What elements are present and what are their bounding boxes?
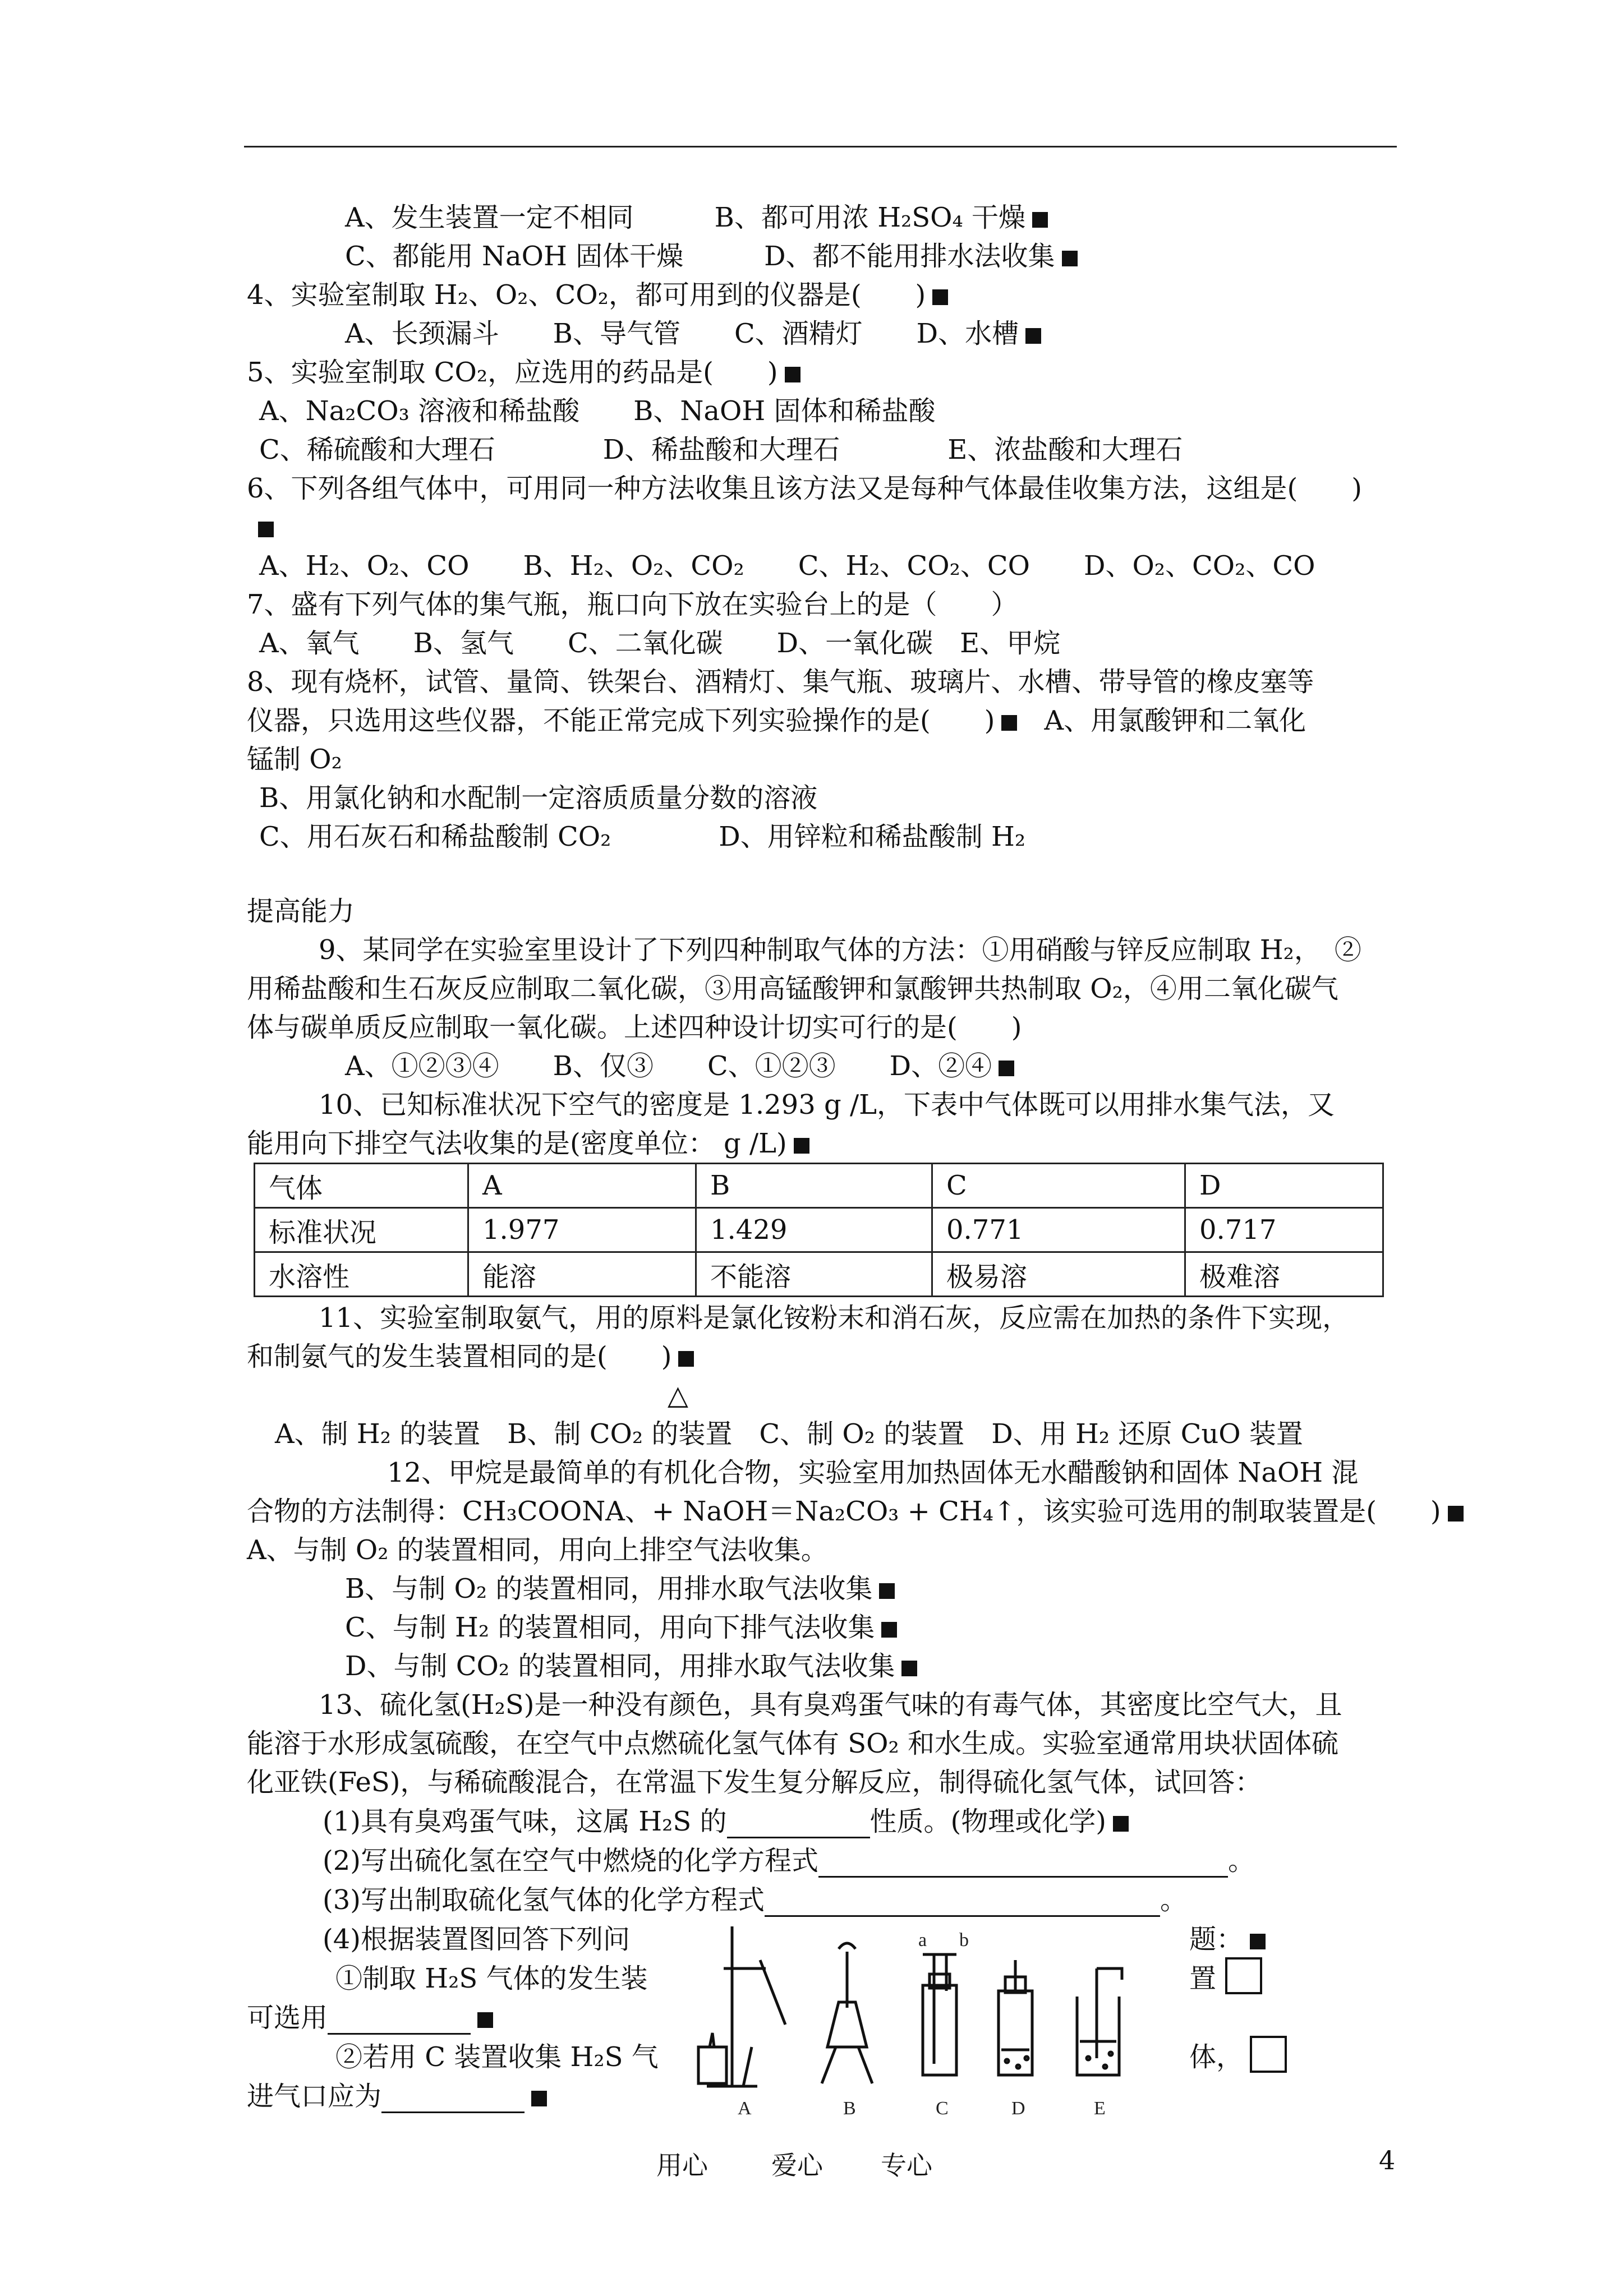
answer-blank[interactable] [727, 1811, 870, 1838]
footer-text-1: 用心 [656, 2150, 708, 2180]
table-row [255, 1164, 1383, 1208]
q10-stem-1: 10、已知标准状况下空气的密度是 1.293 g /L，下表中气体既可以用排水集气法，又 [319, 1089, 1335, 1121]
q13-stem-1: 13、硫化氢(H₂S)是一种没有颜色，具有臭鸡蛋气味的有毒气体，其密度比空气大，且 [319, 1689, 1342, 1721]
table-cell: 气体 [255, 1164, 468, 1208]
apparatus-a-icon [698, 1926, 785, 2086]
figure-label-d: D [1011, 2098, 1025, 2119]
answer-blank[interactable] [381, 2086, 525, 2113]
q12-stem-2: 合物的方法制得：CH₃COONA、+ NaOH＝Na₂CO₃ + CH₄↑，该实验可选用的制取装置是( ) [247, 1495, 1464, 1528]
q5-stem: 5、实验室制取 CO₂，应选用的药品是( ) [247, 356, 801, 389]
q13-sub2-answer: 进气口应为 [247, 2080, 547, 2113]
figure-label-a: A [738, 2098, 752, 2119]
marker-square-icon [1001, 715, 1017, 731]
figure-label-c: C [936, 2098, 949, 2119]
apparatus-figure [687, 1907, 1181, 2120]
marker-square-icon [999, 1061, 1014, 1076]
section-heading: 提高能力 [247, 896, 355, 927]
header-rule [244, 146, 1397, 147]
table-cell: 0.771 [932, 1208, 1185, 1252]
q7-options: A、氧气 B、氢气 C、二氧化碳 D、一氧化碳 E、甲烷 [259, 628, 1061, 659]
marker-square-icon [1032, 212, 1048, 228]
marker-square-icon [258, 522, 274, 537]
marker-square-icon [1113, 1816, 1129, 1832]
table-cell: 1.429 [696, 1208, 932, 1252]
marker-square-icon [785, 367, 801, 382]
marker-square-icon [678, 1351, 694, 1367]
table-cell: 0.717 [1185, 1208, 1383, 1252]
figure-port-a: a [918, 1930, 927, 1951]
answer-box[interactable] [1225, 1957, 1262, 1994]
q3-options-cd: C、都能用 NaOH 固体干燥 D、都不能用排水法收集 [345, 239, 1078, 273]
q11-stem-2: 和制氨气的发生装置相同的是( ) [247, 1340, 694, 1373]
table-cell: 能溶 [468, 1252, 696, 1297]
q13-part-3: (3)写出制取硫化氢气体的化学方程式 。 [323, 1884, 1188, 1916]
q12-stem-1: 12、甲烷是最简单的有机化合物，实验室用加热固体无水醋酸钠和固体 NaOH 混 [387, 1457, 1359, 1488]
q6-stem: 6、下列各组气体中，可用同一种方法收集且该方法又是每种气体最佳收集方法，这组是( ) [247, 473, 1362, 504]
marker-square-icon [901, 1661, 917, 1676]
marker-square-icon [1062, 251, 1078, 266]
q12-option-d: D、与制 CO₂ 的装置相同，用排水取气法收集 [345, 1649, 917, 1683]
answer-blank[interactable] [328, 2007, 471, 2035]
q11-options: A、制 H₂ 的装置 B、制 CO₂ 的装置 C、制 O₂ 的装置 D、用 H₂ 还原 CuO 装置 [275, 1418, 1303, 1450]
table-cell: C [932, 1164, 1185, 1208]
q5-options-ab: A、Na₂CO₃ 溶液和稀盐酸 B、NaOH 固体和稀盐酸 [259, 395, 936, 427]
figure-label-b: B [843, 2098, 856, 2119]
figure-port-b: b [959, 1930, 969, 1951]
table-row [255, 1208, 1383, 1252]
q11-stem-1: 11、实验室制取氨气，用的原料是氯化铵粉末和消石灰，反应需在加热的条件下实现， [319, 1302, 1350, 1334]
q13-part-4: (4)根据装置图回答下列问 [323, 1924, 630, 1955]
q4-stem: 4、实验室制取 H₂、O₂、CO₂，都可用到的仪器是( ) [247, 278, 948, 312]
q9-stem-2: 用稀盐酸和生石灰反应制取二氧化碳，③用高锰酸钾和氯酸钾共热制取 O₂，④用二氧化碳气 [247, 973, 1338, 1004]
footer-text-3: 专心 [881, 2150, 932, 2180]
q8-stem-3: 锰制 O₂ [247, 744, 342, 775]
marker-square-icon [1448, 1506, 1464, 1522]
marker-square-icon [531, 2091, 547, 2106]
q12-option-b: B、与制 O₂ 的装置相同，用排水取气法收集 [345, 1572, 895, 1606]
figure-label-e: E [1094, 2098, 1106, 2119]
q13-sub1: ①制取 H₂S 气体的发生装 [335, 1963, 648, 1994]
q9-stem-3: 体与碳单质反应制取一氧化碳。上述四种设计切实可行的是( ) [247, 1012, 1022, 1043]
footer-text-2: 爱心 [771, 2150, 823, 2180]
q13-stem-2: 能溶于水形成氢硫酸，在空气中点燃硫化氢气体有 SO₂ 和水生成。实验室通常用块状固体硫 [247, 1728, 1338, 1759]
q13-part-1: (1)具有臭鸡蛋气味，这属 H₂S 的 性质。(物理或化学) [323, 1805, 1129, 1838]
q13-stem-3: 化亚铁(FeS)，与稀硫酸混合，在常温下发生复分解反应，制得硫化氢气体，试回答： [247, 1767, 1262, 1798]
table-cell: D [1185, 1164, 1383, 1208]
table-cell: 1.977 [468, 1208, 696, 1252]
marker-square-icon [1025, 328, 1041, 344]
q7-stem: 7、盛有下列气体的集气瓶，瓶口向下放在实验台上的是（ ） [247, 589, 1018, 620]
answer-box[interactable] [1250, 2036, 1287, 2073]
table-cell: B [696, 1164, 932, 1208]
page-number: 4 [1379, 2145, 1396, 2175]
table-cell: 极难溶 [1185, 1252, 1383, 1297]
q3-options-ab: A、发生装置一定不相同 B、都可用浓 H₂SO₄ 干燥 [345, 201, 1048, 234]
marker-square-icon [1250, 1934, 1266, 1949]
table-cell: 不能溶 [696, 1252, 932, 1297]
q8-option-b: B、用氯化钠和水配制一定溶质质量分数的溶液 [259, 782, 818, 814]
table-cell: 水溶性 [255, 1252, 468, 1297]
apparatus-b-icon [822, 1943, 872, 2083]
q4-options: A、长颈漏斗 B、导气管 C、酒精灯 D、水槽 [345, 317, 1041, 351]
table-cell: 标准状况 [255, 1208, 468, 1252]
q13-sub2: ②若用 C 装置收集 H₂S 气 [335, 2041, 659, 2073]
answer-blank[interactable] [818, 1850, 1228, 1878]
table-row [255, 1252, 1383, 1297]
q9-options: A、①②③④ B、仅③ C、①②③ D、②④ [345, 1049, 1014, 1083]
gas-density-table [254, 1163, 1384, 1297]
q13-sub1-end: 置 [1189, 1963, 1217, 1994]
table-cell: 极易溶 [932, 1252, 1185, 1297]
q10-stem-2: 能用向下排空气法收集的是(密度单位： g /L) [247, 1127, 809, 1160]
marker-square-icon [881, 1622, 897, 1638]
marker-square-icon [794, 1138, 809, 1154]
q13-sub2-end: 体， [1189, 2041, 1244, 2073]
q8-stem-1: 8、现有烧杯，试管、量筒、铁架台、酒精灯、集气瓶、玻璃片、水槽、带导管的橡皮塞等 [247, 666, 1314, 698]
q5-options-cde: C、稀硫酸和大理石 D、稀盐酸和大理石 E、浓盐酸和大理石 [259, 434, 1183, 465]
table-cell: A [468, 1164, 696, 1208]
marker-square-icon [477, 2012, 493, 2028]
q9-stem-1: 9、某同学在实验室里设计了下列四种制取气体的方法：①用硝酸与锌反应制取 H₂， ② [319, 934, 1361, 966]
q12-option-c: C、与制 H₂ 的装置相同，用向下排气法收集 [345, 1611, 897, 1644]
q8-stem-2: 仪器，只选用这些仪器，不能正常完成下列实验操作的是( ) A、用氯酸钾和二氧化 [247, 705, 1306, 736]
apparatus-e-icon [1077, 1968, 1122, 2075]
marker-square-icon [879, 1583, 895, 1599]
q6-marker [258, 510, 274, 544]
q13-sub1-answer: 可选用 [247, 2001, 493, 2035]
apparatus-d-icon [999, 1960, 1032, 2075]
q12-option-a: A、与制 O₂ 的装置相同，用向上排空气法收集。 [247, 1534, 828, 1566]
q13-part-4-end: 题： [1189, 1922, 1266, 1956]
q13-part-2: (2)写出硫化氢在空气中燃烧的化学方程式 。 [323, 1845, 1255, 1877]
q6-options: A、H₂、O₂、CO B、H₂、O₂、CO₂ C、H₂、CO₂、CO D、O₂、CO₂、CO [259, 550, 1315, 582]
marker-square-icon [932, 289, 948, 305]
q8-options-cd: C、用石灰石和稀盐酸制 CO₂ D、用锌粒和稀盐酸制 H₂ [259, 821, 1026, 852]
apparatus-c-icon [923, 1954, 956, 2075]
heat-triangle-icon: △ [668, 1380, 688, 1411]
